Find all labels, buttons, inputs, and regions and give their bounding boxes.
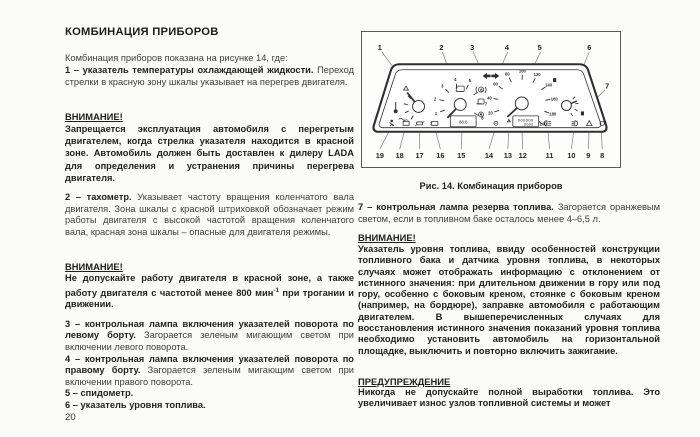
callout-8: 8 (600, 151, 605, 161)
item-6-paragraph: 6 – указатель уровня топлива. (65, 400, 206, 410)
item-2-rest: Указывает частоту вращения коленчатого вала двигателя. Зона шкалы с красной штриховкой обозначает режим работы двигателя с высокой частотой вращения коленчатого вала, красная зона шкалы – опасные для двигателя режимы. (65, 192, 354, 237)
svg-text:120: 120 (533, 72, 541, 78)
callout-6: 6 (587, 42, 592, 52)
svg-text:8: 8 (481, 115, 484, 121)
callout-7: 7 (605, 81, 610, 91)
item-5-paragraph: 5 – спидометр. (65, 388, 134, 398)
item-7-rest: Загорается оранжевым светом, если в топливном баке осталось менее 4–6,5 л. (358, 202, 661, 224)
callout-11: 11 (545, 151, 554, 161)
warning-2-text-end: при трогании и движении. (65, 287, 354, 310)
item-2-lead: 2 – тахометр. (65, 192, 132, 202)
svg-text:7: 7 (484, 101, 488, 107)
item-7-lead: 7 – контрольная лампа резерва топлива. (358, 202, 554, 212)
warning-2-title: ВНИМАНИЕ! (65, 261, 123, 272)
callout-3: 3 (470, 42, 475, 52)
callout-18: 18 (395, 151, 404, 161)
item-1-lead: 1 – указатель температуры охлаждающей жидкости. (65, 65, 314, 75)
figure-14-frame (361, 31, 621, 168)
warning-1-body: Запрещается эксплуатация автомобиля с перегретым двигателем, когда стрелка указателя находится в красной зоне. Автомобиль должен быть доставлен к дилеру LADA для определения и устранения причины перегрева двигателя. (65, 124, 354, 183)
item-1-paragraph (65, 65, 354, 89)
callout-19: 19 (375, 151, 384, 161)
svg-text:1: 1 (434, 110, 438, 116)
svg-text:6: 6 (480, 87, 483, 93)
item-7-paragraph (358, 202, 660, 225)
svg-text:80: 80 (505, 71, 510, 77)
odometer-lcd (513, 116, 539, 127)
callout-10: 10 (567, 151, 576, 161)
svg-text:140: 140 (545, 82, 553, 88)
callout-16: 16 (436, 151, 445, 161)
svg-text:40: 40 (487, 95, 492, 101)
warning-1-title: ВНИМАНИЕ! (65, 111, 123, 122)
svg-text:160: 160 (550, 96, 558, 102)
svg-text:100: 100 (518, 68, 526, 74)
callout-17: 17 (415, 151, 424, 161)
instrument-cluster-figure (362, 32, 620, 167)
warning-4-title: ПРЕДУПРЕЖДЕНИЕ (358, 376, 451, 387)
svg-text:60: 60 (493, 81, 498, 87)
svg-text:20: 20 (488, 110, 493, 116)
superscript-minus-one: -1 (273, 286, 279, 294)
item-3-lead: 3 – контрольная лампа включения указателей поворота по левому борту. (65, 319, 354, 341)
callout-4: 4 (504, 42, 509, 52)
trip-value: 0000 (523, 122, 534, 127)
svg-text:4: 4 (453, 76, 457, 82)
callout-2: 2 (439, 42, 444, 52)
warning-2-text: Не допускайте работу двигателя в красной зоне, а также работу двигателя с частотой менее 800 мин (65, 273, 354, 298)
callout-12: 12 (518, 151, 527, 161)
svg-text:2: 2 (433, 96, 437, 102)
odometer-value: 000000 (517, 117, 534, 123)
svg-text:3: 3 (440, 83, 444, 89)
warning-3-body: Указатель уровня топлива, ввиду особенностей конструкции топливного бака и датчика уровня топлива, в некоторых случаях может отображать информацию с отклонением от истинного значения: при длительном движении в гору или под гору, особенно с боковым креном, стоянке с боковым креном (например, на бордюре), заправке автомобиля с работающим двигателем. В вышеперечисленных случаях для восстановления истинного значения показаний уровня топлива необходимо установить автомобиль на горизонтальной площадке, выключить и повторно включить зажигание. (358, 244, 660, 356)
callout-5: 5 (537, 42, 542, 52)
item-2-paragraph (65, 192, 354, 238)
item-4-paragraph (65, 354, 354, 388)
svg-text:200: 200 (539, 121, 547, 127)
page-title: КОМБИНАЦИЯ ПРИБОРОВ (65, 26, 219, 38)
svg-text:5: 5 (468, 78, 472, 84)
item-1-rest: Переход стрелки в красную зону шкалы указывает на перегрев двигателя. (65, 65, 354, 87)
intro-paragraph: Комбинация приборов показана на рисунке 14, где: (65, 53, 288, 63)
page-number: 20 (65, 412, 76, 423)
callout-9: 9 (586, 151, 591, 161)
fuel-empty-icon (581, 111, 584, 115)
clock-lcd (450, 116, 476, 127)
callout-1: 1 (377, 42, 382, 52)
callout-14: 14 (484, 151, 494, 161)
item-4-lead: 4 – контрольная лампа включения указателей поворота по правому борту. (65, 354, 354, 376)
fuel-full-icon (553, 78, 556, 82)
warning-4-body: Никогда не допускайте полной выработки топлива. Это увеличивает износ узлов топливной системы и может (358, 387, 660, 409)
item-3-rest: Загорается зеленым мигающим светом при включении левого поворота. (65, 330, 355, 352)
figure-caption: Рис. 14. Комбинация приборов (419, 181, 563, 191)
warning-2-body (65, 273, 354, 311)
item-4-rest: Загорается зеленым мигающим светом при включении правого поворота. (65, 365, 354, 387)
warning-3-title: ВНИМАНИЕ! (358, 232, 416, 243)
callout-13: 13 (503, 151, 512, 161)
lcd-value: 88:8 (458, 119, 468, 125)
callout-15: 15 (457, 151, 466, 161)
svg-text:180: 180 (549, 111, 557, 117)
item-3-paragraph (65, 319, 354, 353)
